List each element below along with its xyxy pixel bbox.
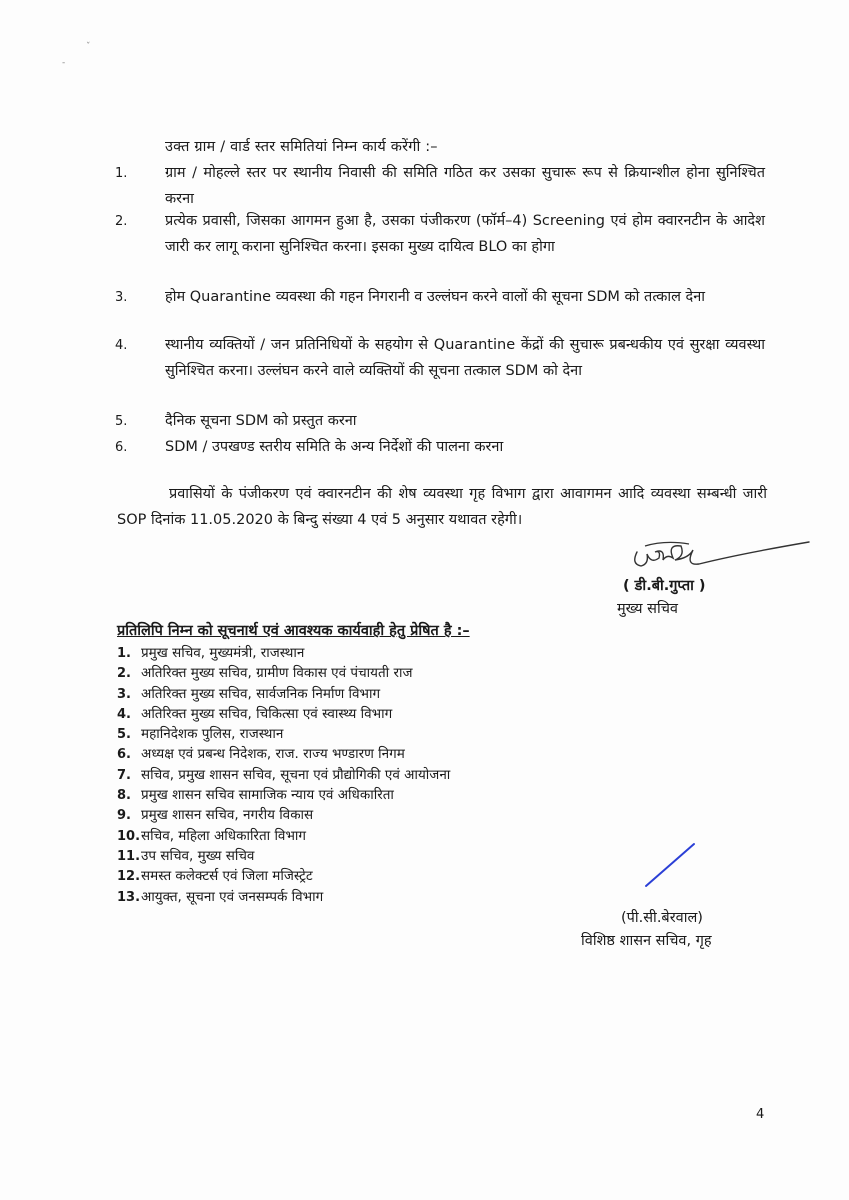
item-text: प्रमुख सचिव, मुख्यमंत्री, राजस्थान bbox=[141, 645, 305, 661]
list-item bbox=[117, 805, 450, 825]
list-item bbox=[117, 643, 450, 663]
item-number: 5. bbox=[117, 727, 131, 743]
item-number: 2. bbox=[115, 214, 128, 229]
list-item bbox=[117, 785, 450, 805]
item-text: अतिरिक्त मुख्य सचिव, सार्वजनिक निर्माण विभाग bbox=[141, 685, 381, 702]
page-number: 4 bbox=[756, 1107, 765, 1122]
list-item bbox=[117, 724, 450, 744]
item-number: 4. bbox=[115, 338, 128, 353]
list-item bbox=[117, 846, 450, 866]
item-text: सचिव, प्रमुख शासन सचिव, सूचना एवं प्रौद्योगिकी एवं आयोजना bbox=[141, 766, 451, 783]
item-text: स्थानीय व्यक्तियों / जन प्रतिनिधियों के सहयोग से Quarantine केंद्रों की सुचारू प्रबन्धकीय एवं सुरक्षा व्यवस्था सुनिश्चित करना। उल्लंघन करने वाले व्यक्तियों की सूचना तत्काल SDM को देना bbox=[165, 337, 765, 379]
item-text: होम Quarantine व्यवस्था की गहन निगरानी व उल्लंघन करने वालों की सूचना SDM को तत्काल देना bbox=[165, 289, 706, 305]
item-number: 1. bbox=[117, 646, 131, 661]
signatory-designation: मुख्य सचिव bbox=[617, 601, 678, 617]
list-item bbox=[117, 684, 450, 704]
intro-line: उक्त ग्राम / वार्ड स्तर समितियां निम्न कार्य करेंगी :– bbox=[165, 139, 438, 155]
item-text: दैनिक सूचना SDM को प्रस्तुत करना bbox=[165, 413, 357, 429]
list-item bbox=[117, 663, 450, 683]
item-number: 10. bbox=[117, 828, 141, 844]
item-number: 9. bbox=[117, 808, 131, 824]
item-text: आयुक्त, सूचना एवं जनसम्पर्क विभाग bbox=[141, 888, 324, 905]
item-text: SDM / उपखण्ड स्तरीय समिति के अन्य निर्देशों की पालना करना bbox=[165, 439, 504, 455]
item-number: 6. bbox=[115, 440, 128, 455]
item-text: सचिव, महिला अधिकारिता विभाग bbox=[141, 827, 307, 844]
item-text: उप सचिव, मुख्य सचिव bbox=[141, 847, 255, 864]
item-number: 8. bbox=[117, 788, 131, 804]
item-number: 4. bbox=[117, 706, 131, 722]
copy-heading: प्रतिलिपि निम्न को सूचनार्थ एवं आवश्यक कार्यवाही हेतु प्रेषित है :– bbox=[117, 623, 470, 639]
item-number: 11. bbox=[117, 848, 141, 864]
item-number: 3. bbox=[117, 686, 131, 702]
scan-speck: ˇ bbox=[86, 42, 91, 52]
item-number: 12. bbox=[117, 869, 141, 885]
item-text: महानिदेशक पुलिस, राजस्थान bbox=[141, 726, 284, 743]
list-item bbox=[117, 866, 450, 886]
item-text: प्रत्येक प्रवासी, जिसका आगमन हुआ है, उसका पंजीकरण (फॉर्म–4) Screening एवं होम क्वारनटीन के आदेश जारी कर लागू कराना सुनिश्चित करना। इसका मुख्य दायित्व BLO का होगा bbox=[165, 213, 765, 255]
item-number: 5. bbox=[115, 414, 128, 429]
signature-special-secretary bbox=[640, 840, 700, 890]
item-number: 2. bbox=[117, 666, 131, 682]
item-text: ग्राम / मोहल्ले स्तर पर स्थानीय निवासी की समिति गठित कर उसका सुचारू रूप से क्रियान्शील होना सुनिश्चित करना bbox=[165, 165, 765, 207]
item-number: 13. bbox=[117, 889, 141, 905]
item-number: 1. bbox=[115, 166, 128, 181]
signatory-name: ( डी.बी.गुप्ता ) bbox=[623, 578, 706, 594]
item-text: अध्यक्ष एवं प्रबन्ध निदेशक, राज. राज्य भण्डारण निगम bbox=[141, 746, 405, 763]
signatory-designation: विशिष्ठ शासन सचिव, गृह bbox=[581, 933, 712, 949]
list-item bbox=[117, 704, 450, 724]
copy-recipients-list bbox=[117, 643, 450, 907]
item-text: प्रमुख शासन सचिव, नगरीय विकास bbox=[141, 807, 314, 824]
scan-speck: - bbox=[62, 58, 66, 68]
item-text: अतिरिक्त मुख्य सचिव, चिकित्सा एवं स्वास्थ्य विभाग bbox=[141, 705, 393, 722]
item-text: अतिरिक्त मुख्य सचिव, ग्रामीण विकास एवं पंचायती राज bbox=[141, 665, 413, 682]
item-number: 3. bbox=[115, 290, 128, 305]
closing-paragraph: प्रवासियों के पंजीकरण एवं क्वारनटीन की शेष व्यवस्था गृह विभाग द्वारा आवागमन आदि व्यवस्था सम्बन्धी जारी SOP दिनांक 11.05.2020 के बिन्दु संख्या 4 एवं 5 अनुसार यथावत रहेगी। bbox=[117, 486, 767, 528]
item-text: समस्त कलेक्टर्स एवं जिला मजिस्ट्रेट bbox=[141, 868, 313, 885]
item-number: 6. bbox=[117, 747, 131, 763]
item-number: 7. bbox=[117, 767, 131, 783]
list-item bbox=[117, 826, 450, 846]
signatory-name: (पी.सी.बेरवाल) bbox=[621, 910, 703, 926]
item-text: प्रमुख शासन सचिव सामाजिक न्याय एवं अधिकारिता bbox=[141, 787, 394, 804]
list-item bbox=[117, 765, 450, 785]
list-item bbox=[117, 887, 450, 907]
list-item bbox=[117, 744, 450, 764]
